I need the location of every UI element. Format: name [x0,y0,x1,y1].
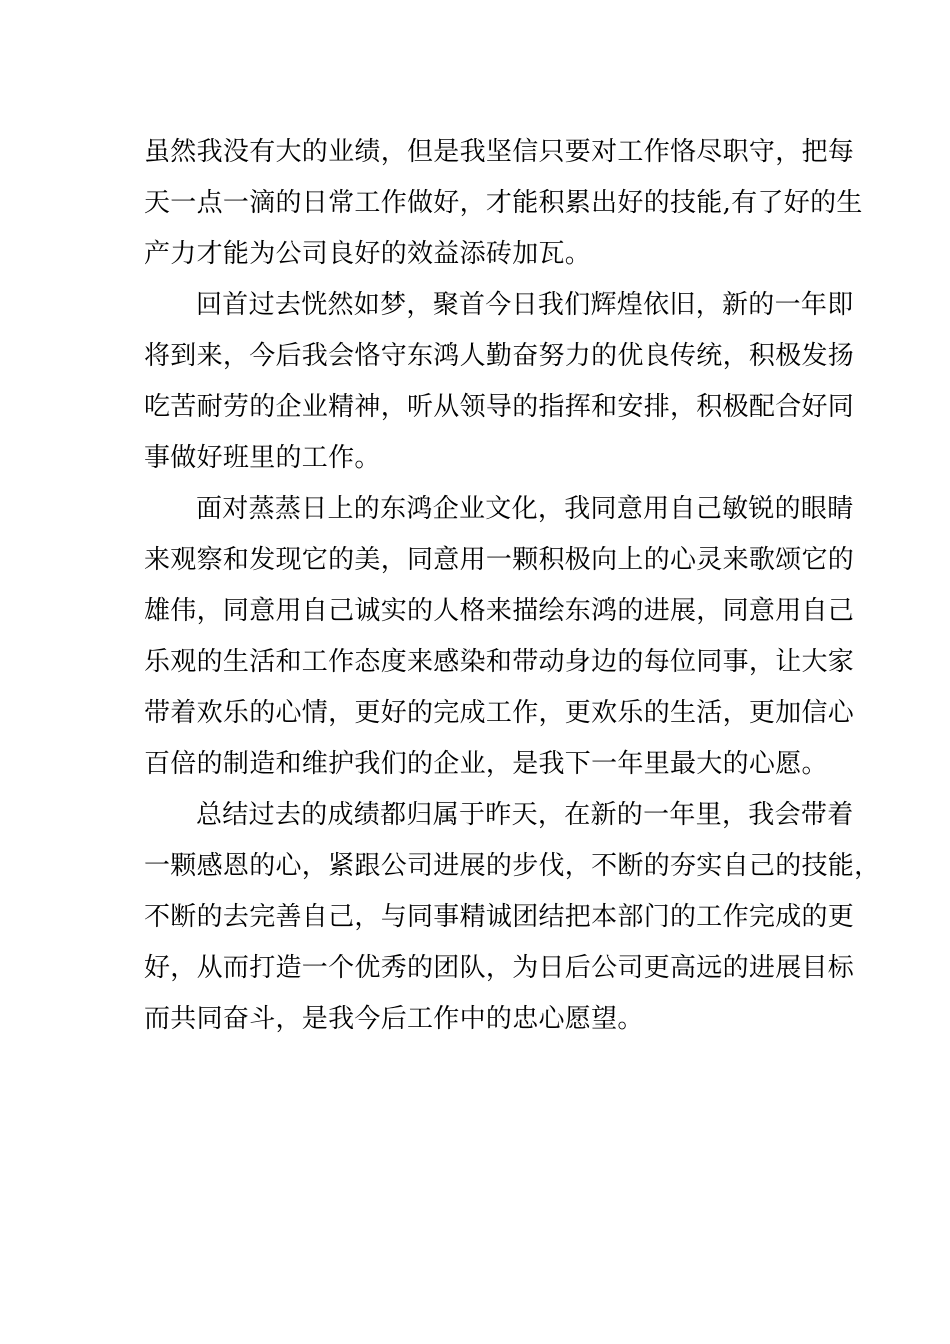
paragraph-1 [144,127,863,280]
text-line: 事做好班里的工作。 [144,443,381,473]
text-line: 不断的去完善自己，与同事精诚团结把本部门的工作完成的更 [144,902,855,932]
text-line: 将到来，今后我会恪守东鸿人勤奋努力的优良传统，积极发扬 [144,341,855,371]
paragraph-2 [144,280,855,484]
text-line: 百倍的制造和维护我们的企业，是我下一年里最大的心愿。 [144,749,828,779]
text-line: 回首过去恍然如梦，聚首今日我们辉煌依旧，新的一年即 [196,290,854,320]
paragraph-3 [144,484,855,790]
text-line: 吃苦耐劳的企业精神，听从领导的指挥和安排，积极配合好同 [144,392,855,422]
text-line: 来观察和发现它的美，同意用一颗积极向上的心灵来歌颂它的 [144,545,855,575]
text-line: 带着欢乐的心情，更好的完成工作，更欢乐的生活，更加信心 [144,698,855,728]
text-line: 好，从而打造一个优秀的团队，为日后公司更高远的进展目标 [144,953,855,983]
text-line: 天一点一滴的日常工作做好，才能积累出好的技能,有了好的生 [144,188,863,218]
text-line: 雄伟，同意用自己诚实的人格来描绘东鸿的进展，同意用自己 [144,596,855,626]
text-line: 乐观的生活和工作态度来感染和带动身边的每位同事，让大家 [144,647,855,677]
text-line: 产力才能为公司良好的效益添砖加瓦。 [144,239,592,269]
paragraph-4 [144,790,881,1045]
text-line: 面对蒸蒸日上的东鸿企业文化，我同意用自己敏锐的眼睛 [196,494,854,524]
text-line: 虽然我没有大的业绩，但是我坚信只要对工作恪尽职守，把每 [144,137,855,167]
text-line: 总结过去的成绩都归属于昨天，在新的一年里，我会带着 [196,800,854,830]
text-line: 而共同奋斗，是我今后工作中的忠心愿望。 [144,1004,644,1034]
document-body [144,127,881,1045]
text-line: 一颗感恩的心，紧跟公司进展的步伐，不断的夯实自己的技能， [144,851,881,881]
